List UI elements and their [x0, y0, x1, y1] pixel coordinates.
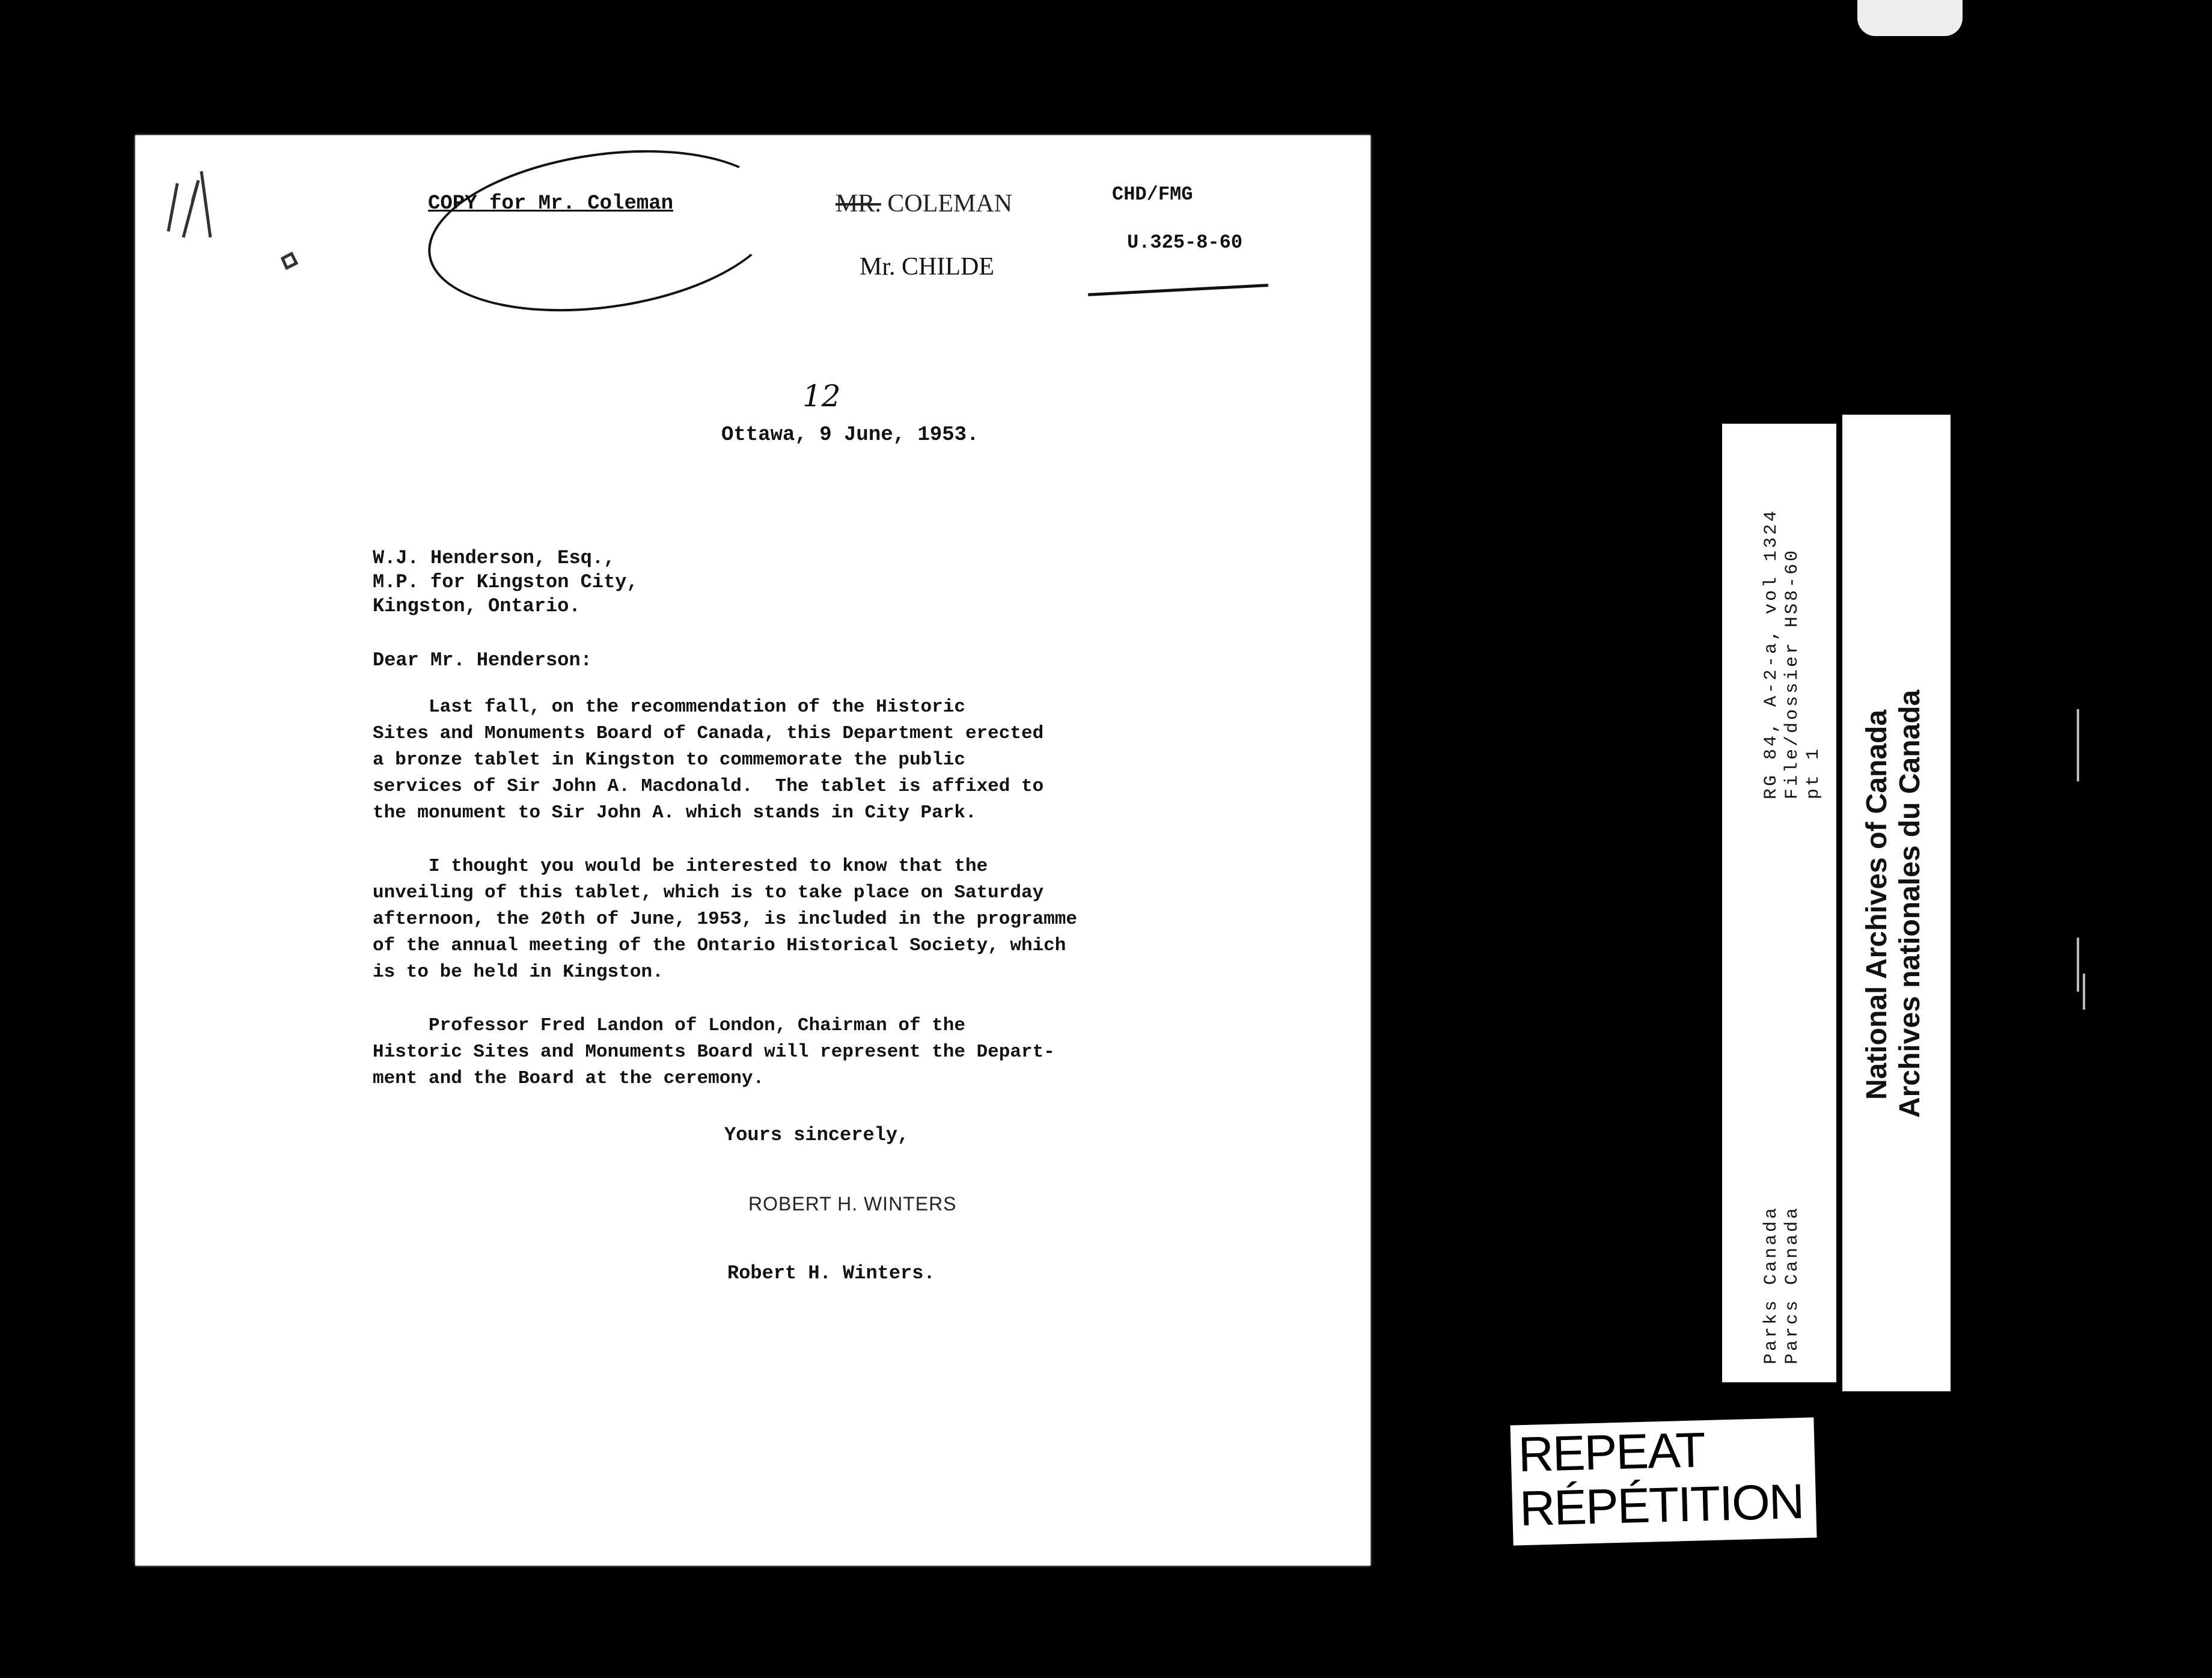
parks-canada-en: Parks Canada — [1761, 1205, 1782, 1364]
salutation: Dear Mr. Henderson: — [373, 649, 592, 671]
repeat-en: REPEAT — [1517, 1423, 1705, 1483]
reference-underline — [1088, 284, 1268, 296]
film-scratch — [2083, 974, 2085, 1010]
letter-date: Ottawa, 9 June, 1953. — [721, 424, 979, 447]
address-line: W.J. Henderson, Esq., — [373, 547, 616, 569]
reference-initials: CHD/FMG — [1112, 183, 1193, 206]
film-frame-mark — [1857, 0, 1963, 36]
address-line: M.P. for Kingston City, — [373, 571, 638, 593]
handwritten-mark-icon — [135, 135, 328, 328]
body-paragraph: Professor Fred Landon of London, Chairman of the Historic Sites and Monuments Board will represent the Depart- ment and the Board at the ceremony. — [373, 1015, 1055, 1089]
handwritten-date-correction: 12 — [802, 379, 841, 413]
national-archives-en: National Archives of Canada — [1861, 709, 1893, 1100]
body-paragraph: Last fall, on the recommendation of the Historic Sites and Monuments Board of Canada, this Department erected a bronze tablet in Kingston to commemorate the public services of Sir John A. Macdonald. The tablet is affixed to the monument to Sir John A. which stands in City Park. — [373, 697, 1044, 823]
typed-signature: Robert H. Winters. — [727, 1262, 935, 1284]
stamp-coleman-prefix: MR. — [836, 190, 881, 218]
repeat-fr: RÉPÉTITION — [1518, 1474, 1804, 1537]
film-scratch — [2077, 938, 2079, 992]
body-paragraph: I thought you would be interested to know that the unveiling of this tablet, which is to take place on Saturday afternoon, the 20th of June, 1953, is included in the programme of the annual meeting of the Ontario Historical Society, which is to be held in Kingston. — [373, 856, 1077, 983]
national-archives-fr: Archives nationales du Canada — [1894, 689, 1926, 1118]
file-reference: U.325-8-60 — [1127, 231, 1243, 254]
stamp-coleman — [836, 189, 1012, 218]
copy-for-label: COPY for Mr. Coleman — [428, 192, 674, 215]
stamp-coleman-name: COLEMAN — [887, 190, 1013, 218]
repeat-label — [1510, 1417, 1816, 1545]
address-line: Kingston, Ontario. — [373, 595, 581, 617]
parks-canada-fr: Parcs Canada — [1782, 1205, 1803, 1364]
stamp-childe: Mr. CHILDE — [860, 253, 994, 281]
archive-ref-line: File/dossier HS8-60 — [1782, 548, 1803, 799]
archive-ref-line: RG 84, A-2-a, vol 1324 — [1761, 508, 1782, 799]
copy-ellipse — [418, 129, 789, 332]
letter-page — [135, 135, 1370, 1566]
signature-stamp: ROBERT H. WINTERS — [748, 1193, 957, 1215]
film-scratch — [2077, 709, 2079, 781]
closing: Yours sincerely, — [724, 1124, 909, 1146]
archive-ref-line: pt 1 — [1803, 746, 1824, 799]
